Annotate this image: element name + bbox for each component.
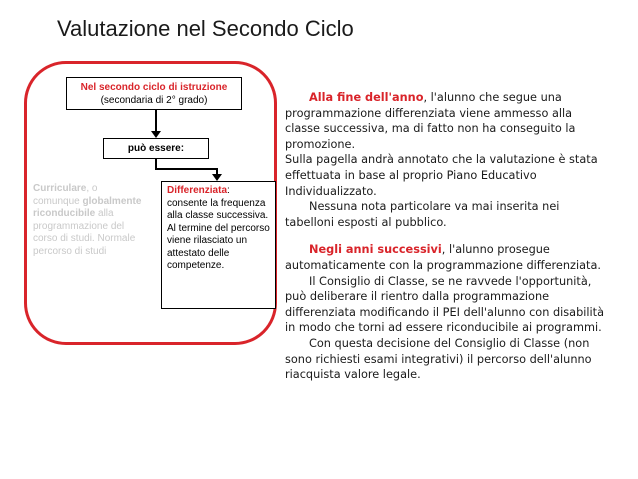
- paragraph-6-text: Con questa decisione del Consiglio di Classe (non sono richiesti esami integrativi) il percorso dell'alunno riacquista valore legale.: [285, 336, 592, 382]
- paragraph-5-text: Il Consiglio di Classe, se ne ravvede l'opportunità, può deliberare il rientro dalla programmazione differenziata modificando il PEI dell'alunno con disabilità in modo che torni ad essere riconducibile ai programmi.: [285, 274, 605, 335]
- differentiated-label: Differenziata: [167, 185, 228, 196]
- connector-top-vertical: [155, 110, 157, 132]
- paragraph-4-highlight: Negli anni successivi: [309, 243, 442, 257]
- explanation-text: [285, 90, 610, 383]
- paragraph-5: [285, 274, 610, 336]
- arrowhead-mid: [151, 131, 161, 138]
- mid-box: può essere:: [103, 138, 209, 159]
- curricular-option: [33, 183, 146, 258]
- paragraph-1: [285, 90, 610, 152]
- curricular-text-2: alla programmazione del corso di studi. Normale percorso di studi: [33, 208, 136, 257]
- paragraph-1-text: , l'alunno che segue una programmazione differenziata viene ammesso alla classe successiva, ma di fatto non ha conseguito la promozione.: [285, 91, 576, 151]
- paragraph-4-text: , l'alunno prosegue automaticamente con la programmazione differenziata.: [285, 243, 601, 272]
- paragraph-3-text: Nessuna nota particolare va mai inserita nei tabelloni esposti al pubblico.: [285, 200, 560, 229]
- paragraph-2: Sulla pagella andrà annotato che la valutazione è stata effettuata in base al proprio Piano Educativo Individualizzato.: [285, 153, 598, 198]
- top-box-subtitle: (secondaria di 2° grado): [100, 95, 208, 106]
- paragraph-6: [285, 336, 610, 383]
- arrowhead-right: [212, 174, 222, 181]
- connector-right-h: [155, 168, 218, 170]
- paragraph-3: [285, 199, 610, 230]
- paragraph-1-highlight: Alla fine dell'anno: [309, 91, 424, 104]
- page-title: Valutazione nel Secondo Ciclo: [57, 16, 354, 41]
- differentiated-box: [161, 181, 276, 309]
- curricular-text-1: , o comunque: [33, 183, 98, 207]
- top-box: [66, 77, 242, 110]
- paragraph-4: [285, 242, 610, 273]
- curricular-label: Curriculare: [33, 183, 87, 194]
- top-box-title: Nel secondo ciclo di istruzione: [80, 82, 228, 93]
- differentiated-text: : consente la frequenza alla classe successiva. Al termine del percorso viene rilasciato un attestato delle competenze.: [167, 185, 270, 271]
- curricular-bold: globalmente riconducibile: [33, 195, 142, 219]
